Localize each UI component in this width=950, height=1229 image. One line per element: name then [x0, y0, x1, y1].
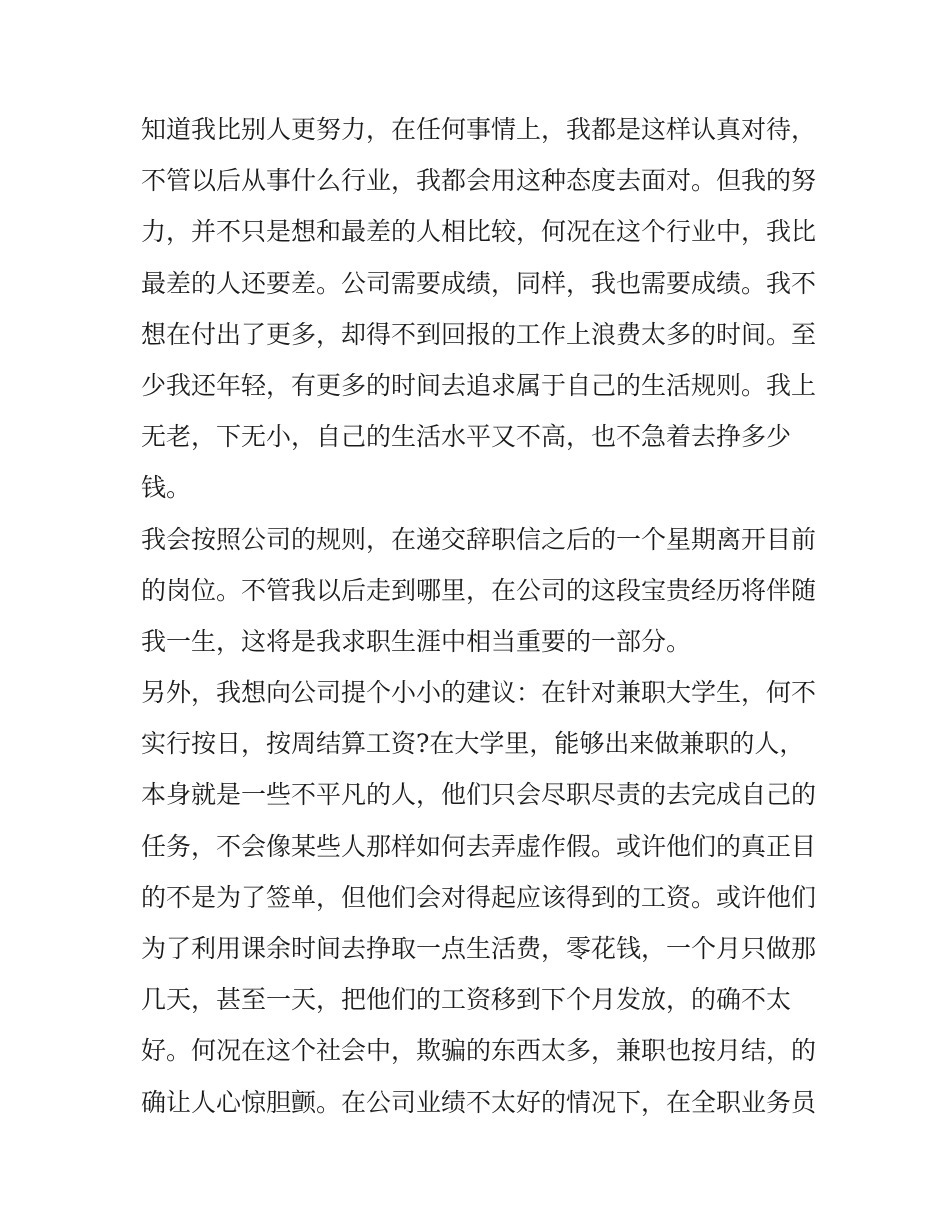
text-line: 知道我比别人更努力，在任何事情上，我都是这样认真对待，	[141, 115, 817, 144]
text-line: 实行按日，按周结算工资?在大学里，能够出来做兼职的人，	[141, 729, 805, 759]
text-line: 最差的人还要差。公司需要成绩，同样，我也需要成绩。我不	[141, 268, 817, 298]
text-line: 为了利用课余时间去挣取一点生活费，零花钱，一个月只做那	[141, 934, 817, 963]
text-line: 几天，甚至一天，把他们的工资移到下个月发放，的确不太	[141, 985, 792, 1015]
text-line: 少我还年轻，有更多的时间去追求属于自己的生活规则。我上	[141, 370, 817, 400]
text-line: 不管以后从事什么行业，我都会用这种态度去面对。但我的努	[141, 166, 817, 196]
text-line: 的不是为了签单，但他们会对得起应该得到的工资。或许他们	[141, 882, 817, 912]
text-line: 我会按照公司的规则，在递交辞职信之后的一个星期离开目前	[141, 524, 817, 554]
text-line: 确让人心惊胆颤。在公司业绩不太好的情况下，在全职业务员	[141, 1087, 817, 1117]
text-line: 钱。	[141, 473, 192, 503]
text-line: 无老，下无小，自己的生活水平又不高，也不急着去挣多少	[141, 422, 792, 452]
text-line: 力，并不只是想和最差的人相比较，何况在这个行业中，我比	[141, 217, 817, 247]
text-line: 任务，不会像某些人那样如何去弄虚作假。或许他们的真正目	[141, 831, 817, 861]
text-line: 本身就是一些不平凡的人，他们只会尽职尽责的去完成自己的	[141, 780, 817, 810]
text-line: 的岗位。不管我以后走到哪里，在公司的这段宝贵经历将伴随	[141, 575, 817, 605]
text-line: 另外，我想向公司提个小小的建议：在针对兼职大学生，何不	[141, 678, 817, 708]
text-line: 想在付出了更多，却得不到回报的工作上浪费太多的时间。至	[141, 319, 817, 349]
text-line: 我一生，这将是我求职生涯中相当重要的一部分。	[141, 626, 692, 656]
body-text	[141, 104, 821, 1128]
text-line: 好。何况在这个社会中，欺骗的东西太多，兼职也按月结，的	[141, 1036, 817, 1066]
